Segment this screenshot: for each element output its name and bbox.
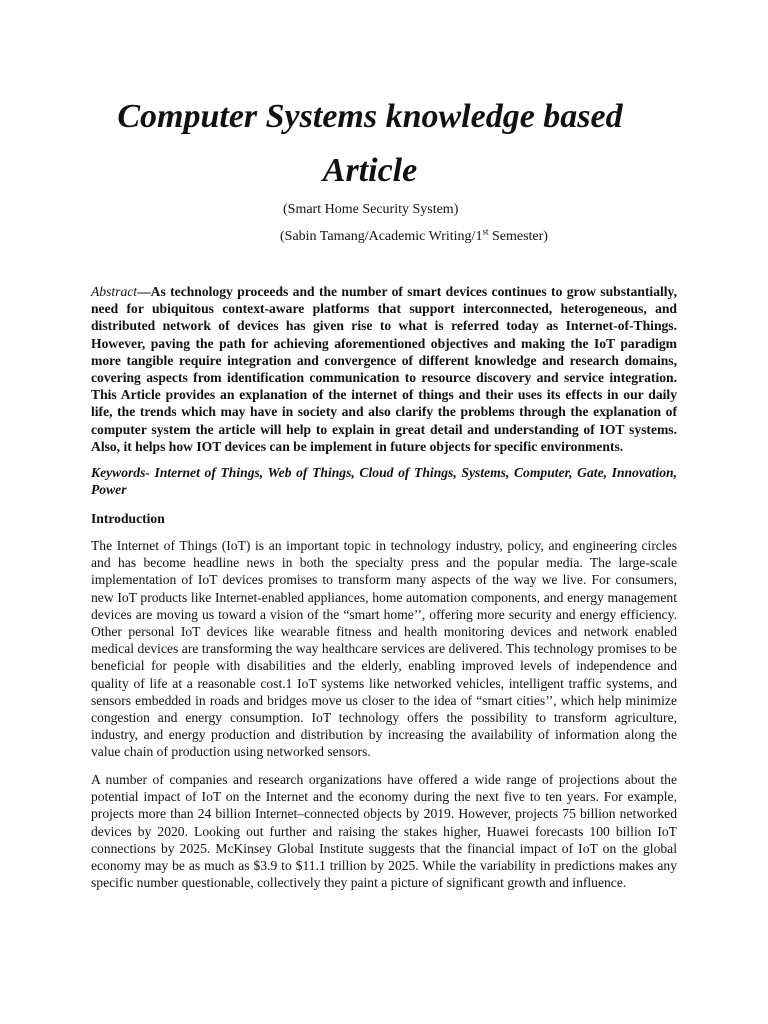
article-author-line (280, 228, 548, 246)
abstract-text: —As technology proceeds and the number of smart devices continues to grow substantially, need for ubiquitous context-aware platforms that support interconnected, heterogeneous, and distributed network of devices has given rise to what is referred today as Internet-of-Things. However, paving the path for achieving aforementioned objectives and making the IoT paradigm more tangible require integration and convergence of different knowledge and research domains, covering aspects from identification communication to resource discovery and service integration. This Article provides an explanation of the internet of things and their uses its effects in our daily life, the trends which may have in society and also clarify the problems through the explanation of computer system the article will help to explain in great detail and understanding of IOT systems. Also, it helps how IOT devices can be implement in future objects for specific environments. (91, 284, 677, 454)
author-line-ordinal: st (482, 226, 489, 237)
keywords-label: Keywords (91, 465, 146, 480)
article-title-line-1: Computer Systems knowledge based (117, 98, 623, 135)
keywords-paragraph (91, 464, 677, 498)
abstract-label: Abstract (91, 284, 138, 299)
introduction-heading: Introduction (91, 511, 165, 526)
abstract-paragraph (91, 283, 677, 455)
introduction-paragraph-1: The Internet of Things (IoT) is an important topic in technology industry, policy, and engineering circles and has become headline news in both the specialty press and the popular media. The large-scale implementation of IoT devices promises to transform many aspects of the way we live. For consumers, new IoT products like Internet-enabled appliances, home automation components, and energy management devices are moving us toward a vision of the “smart home’’, offering more security and energy efficiency. Other personal IoT devices like wearable fitness and health monitoring devices and network enabled medical devices are transforming the way healthcare services are delivered. This technology promises to be beneficial for people with disabilities and the elderly, enabling improved levels of independence and quality of life at a reasonable cost.1 IoT systems like networked vehicles, intelligent traffic systems, and sensors embedded in roads and bridges move us closer to the idea of “smart cities’’, which help minimize congestion and energy consumption. IoT technology offers the possibility to transform agriculture, industry, and energy production and distribution by increasing the availability of information along the value chain of production using networked sensors. (91, 538, 677, 760)
introduction-paragraph-2: A number of companies and research organizations have offered a wide range of projections about the potential impact of IoT on the Internet and the economy during the next five to ten years. For example, projects more than 24 billion Internet–connected objects by 2019. However, projects 75 billion networked devices by 2020. Looking out further and raising the stakes higher, Huawei forecasts 100 billion IoT connections by 2025. McKinsey Global Institute suggests that the financial impact of IoT on the global economy may be as much as $3.9 to $11.1 trillion by 2025. While the variability in predictions makes any specific number questionable, collectively they paint a picture of significant growth and influence. (91, 772, 677, 891)
article-topic: (Smart Home Security System) (283, 202, 459, 217)
article-title-line-2: Article (322, 152, 418, 189)
keywords-text: - Internet of Things, Web of Things, Cloud of Things, Systems, Computer, Gate, Innovation, Power (91, 465, 677, 498)
author-line-end: Semester) (488, 229, 548, 244)
article-title (60, 90, 680, 198)
author-line-main: (Sabin Tamang/Academic Writing/1 (280, 229, 483, 244)
